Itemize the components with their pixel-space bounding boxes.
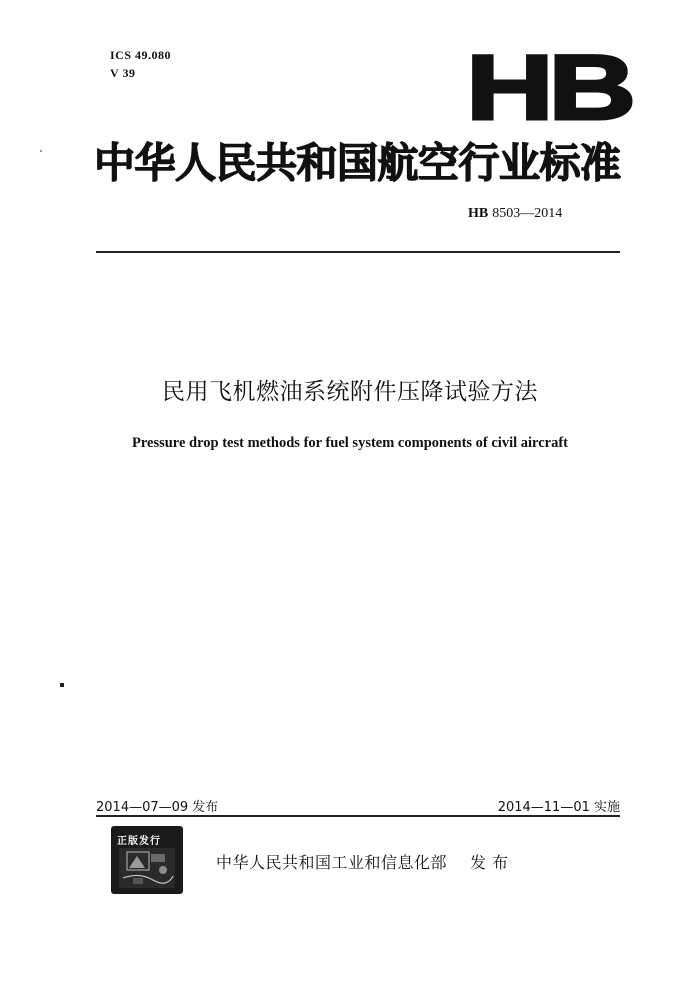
ccs-code: V 39 — [110, 66, 136, 80]
seal-emblem-icon — [119, 848, 175, 888]
issuing-action: 发布 — [470, 853, 515, 872]
header-divider — [96, 251, 620, 253]
scan-artifact-dot — [60, 683, 64, 687]
seal-label: 正版发行 — [117, 836, 161, 847]
issue-date: 2014—07—09 发布 — [96, 800, 219, 815]
footer-divider — [96, 815, 620, 817]
document-title-en: Pressure drop test methods for fuel system components of civil aircraft — [131, 435, 568, 451]
standard-category: 中华人民共和国航空行业标准 — [94, 139, 621, 187]
implementation-date: 2014—11—01 实施 — [497, 800, 620, 815]
standard-number — [468, 206, 562, 222]
authentic-edition-seal — [111, 826, 183, 894]
ics-code: ICS 49.080 — [110, 48, 172, 62]
hb-logo: HB — [466, 37, 631, 139]
document-title-zh: 民用飞机燃油系统附件压降试验方法 — [162, 379, 538, 405]
standard-prefix: HB — [468, 206, 489, 221]
standard-number-value: 8503—2014 — [492, 206, 563, 221]
scan-artifact-dot — [40, 150, 42, 152]
issuing-authority: 中华人民共和国工业和信息化部 — [216, 853, 448, 872]
